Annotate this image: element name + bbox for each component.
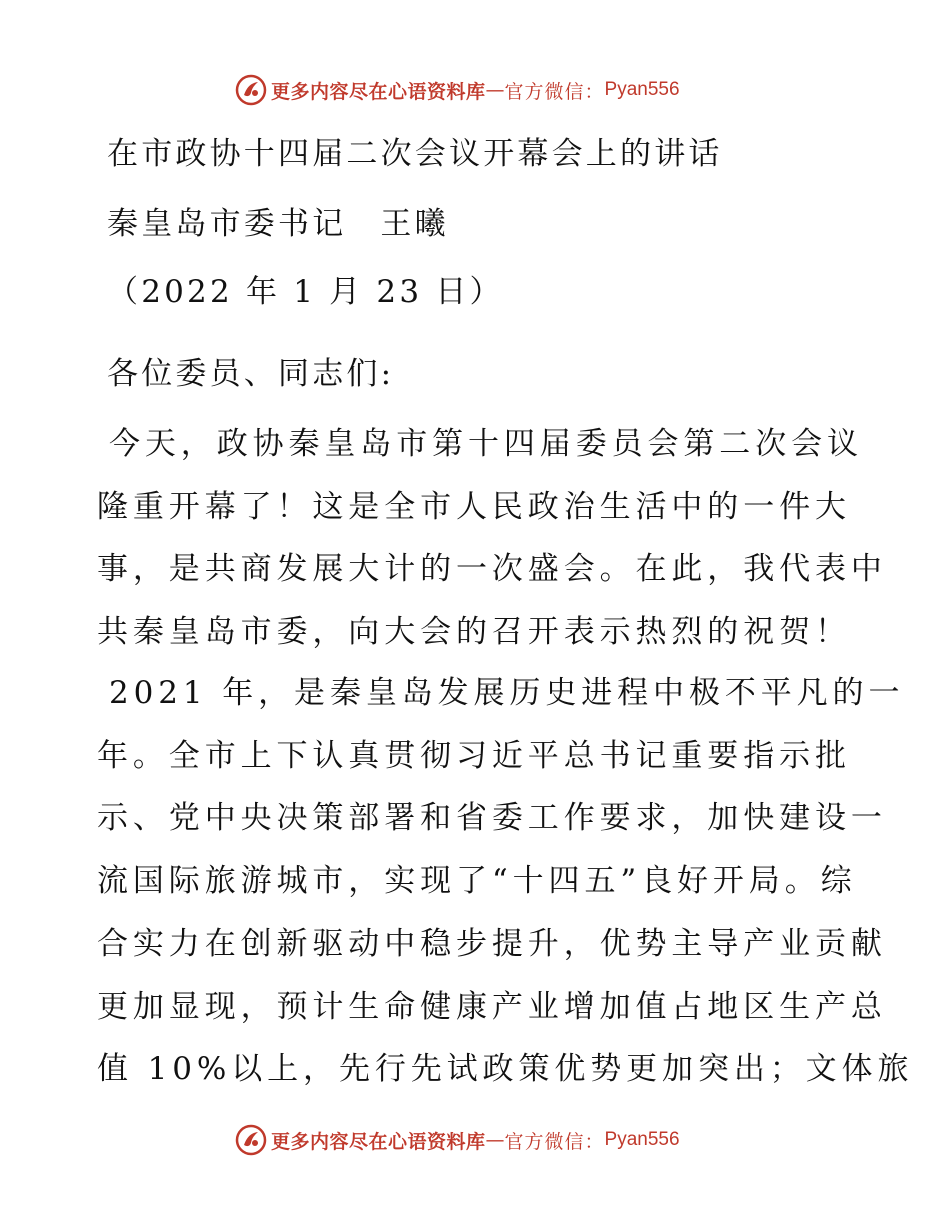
author-name: 王曦 (380, 206, 449, 242)
paragraph (97, 662, 914, 1101)
paragraph-line: 隆重开幕了！这是全市人民政治生活中的一件大 (97, 488, 851, 525)
watermark-main-text: 更多内容尽在心语资料库 (271, 80, 486, 103)
paragraph-line: 2021 年，是秦皇岛发展历史进程中极不平凡的一 (109, 675, 905, 711)
watermark-label: 官方微信： (504, 80, 605, 103)
logo-swirl-icon (234, 73, 268, 107)
speech-date: （2022 年 1 月 23 日） (107, 274, 504, 310)
author-role: 秦皇岛市委书记 (107, 206, 347, 242)
header-watermark (234, 72, 680, 108)
paragraph-line: 今天，政协秦皇岛市第十四届委员会第二次会议 (109, 426, 863, 462)
logo-swirl-icon (234, 1123, 268, 1157)
document-title: 在市政协十四届二次会议开幕会上的讲话 (107, 136, 723, 172)
footer-watermark (234, 1122, 680, 1158)
paragraph-line: 共秦皇岛市委，向大会的召开表示热烈的祝贺！ (97, 614, 851, 651)
paragraph-line: 流国际旅游城市，实现了“十四五”良好开局。综 (97, 863, 857, 900)
paragraph-line: 示、党中央决策部署和省委工作要求，加快建设一 (97, 800, 887, 837)
paragraph-line: 值 10%以上，先行先试政策优势更加突出；文体旅 (97, 1051, 914, 1088)
watermark-dash: — (485, 1129, 505, 1151)
paragraph-line: 合实力在创新驱动中稳步提升，优势主导产业贡献 (97, 925, 887, 962)
watermark-wechat-id: Pyan556 (604, 79, 680, 100)
paragraph (97, 413, 887, 664)
watermark-wechat-id: Pyan556 (604, 1129, 680, 1150)
watermark-label: 官方微信： (504, 1130, 605, 1153)
watermark-dash: — (485, 79, 505, 101)
paragraph-line: 更加显现，预计生命健康产业增加值占地区生产总 (97, 988, 887, 1025)
salutation: 各位委员、同志们: (107, 356, 395, 392)
watermark-main-text: 更多内容尽在心语资料库 (271, 1130, 486, 1153)
paragraph-line: 年。全市上下认真贯彻习近平总书记重要指示批 (97, 737, 851, 774)
paragraph-line: 事，是共商发展大计的一次盛会。在此，我代表中 (97, 551, 887, 588)
author-line (107, 198, 449, 243)
